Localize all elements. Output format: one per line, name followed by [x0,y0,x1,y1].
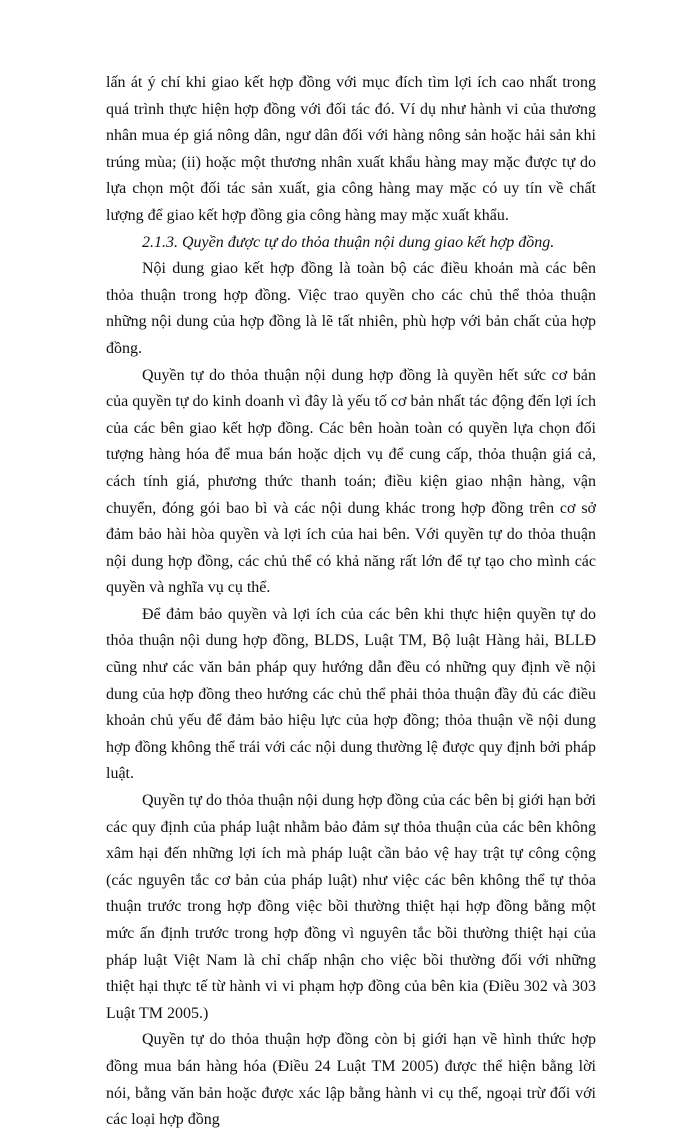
paragraph-content-definition: Nội dung giao kết hợp đồng là toàn bộ các điều khoản mà các bên thỏa thuận trong hợp đồng. Việc trao quyền cho các chủ thể thỏa thuận những nội dung của hợp đồng là lẽ tất nhiên, phù hợp với bản chất của hợp đồng. [106,260,596,357]
paragraph-continuation: lấn át ý chí khi giao kết hợp đồng với mục đích tìm lợi ích cao nhất trong quá trình thực hiện hợp đồng với đối tác đó. Ví dụ như hành vi của thương nhân mua ép giá nông dân, ngư dân đối với hàng nông sản hoặc hải sản khi trúng mùa; (ii) hoặc một thương nhân xuất khẩu hàng may mặc được tự do lựa chọn một đối tác sản xuất, gia công hàng may mặc có uy tín về chất lượng để giao kết hợp đồng gia công hàng may mặc xuất khẩu. [106,74,596,224]
paragraph-legal-guarantees: Để đảm bảo quyền và lợi ích của các bên khi thực hiện quyền tự do thỏa thuận nội dung hợp đồng, BLDS, Luật TM, Bộ luật Hàng hải, BLLĐ cũng như các văn bản pháp quy hướng dẫn đều có những quy định về nội dung của hợp đồng theo hướng các chủ thể phải thỏa thuận đầy đủ các điều khoản chủ yếu để đảm bảo hiệu lực của hợp đồng; thỏa thuận về nội dung hợp đồng không thể trái với các nội dung thường lệ được quy định bởi pháp luật. [106,605,596,783]
document-body [106,70,596,1134]
paragraph-freedom-of-content: Quyền tự do thỏa thuận nội dung hợp đồng là quyền hết sức cơ bản của quyền tự do kinh doanh vì đây là yếu tố cơ bản nhất tác động đến lợi ích của các bên giao kết hợp đồng. Các bên hoàn toàn có quyền lựa chọn đối tượng hàng hóa để mua bán hoặc dịch vụ để cung cấp, thỏa thuận giá cả, cách tính giá, phương thức thanh toán; điều kiện giao nhận hàng, vận chuyển, đóng gói bao bì và các nội dung khác trong hợp đồng trên cơ sở đảm bảo hài hòa quyền và lợi ích của hai bên. Với quyền tự do thỏa thuận nội dung hợp đồng, các chủ thể có khả năng rất lớn để tự tạo cho mình các quyền và nghĩa vụ cụ thể. [106,366,596,597]
section-heading: 2.1.3. Quyền được tự do thỏa thuận nội dung giao kết hợp đồng. [142,233,555,251]
paragraph-legal-limits: Quyền tự do thỏa thuận nội dung hợp đồng của các bên bị giới hạn bởi các quy định của pháp luật nhằm bảo đảm sự thỏa thuận của các bên không xâm hại đến những lợi ích mà pháp luật cần bảo vệ hay trật tự công cộng (các nguyên tắc cơ bản của pháp luật) như việc các bên không thể tự thỏa thuận trước trong hợp đồng việc bồi thường thiệt hại hợp đồng bằng một mức ấn định trước trong hợp đồng vì nguyên tắc bồi thường thiệt hại của pháp luật Việt Nam là chỉ chấp nhận cho việc bồi thường đối với những thiệt hại thực tế từ hành vi vi phạm hợp đồng của bên kia (Điều 302 và 303 Luật TM 2005.) [106,792,596,1022]
paragraph-form-limits: Quyền tự do thỏa thuận hợp đồng còn bị giới hạn về hình thức hợp đồng mua bán hàng hóa (Điều 24 Luật TM 2005) được thể hiện bằng lời nói, bằng văn bản hoặc được xác lập bằng hành vi cụ thể, ngoại trừ đối với các loại hợp đồng [106,1031,596,1129]
